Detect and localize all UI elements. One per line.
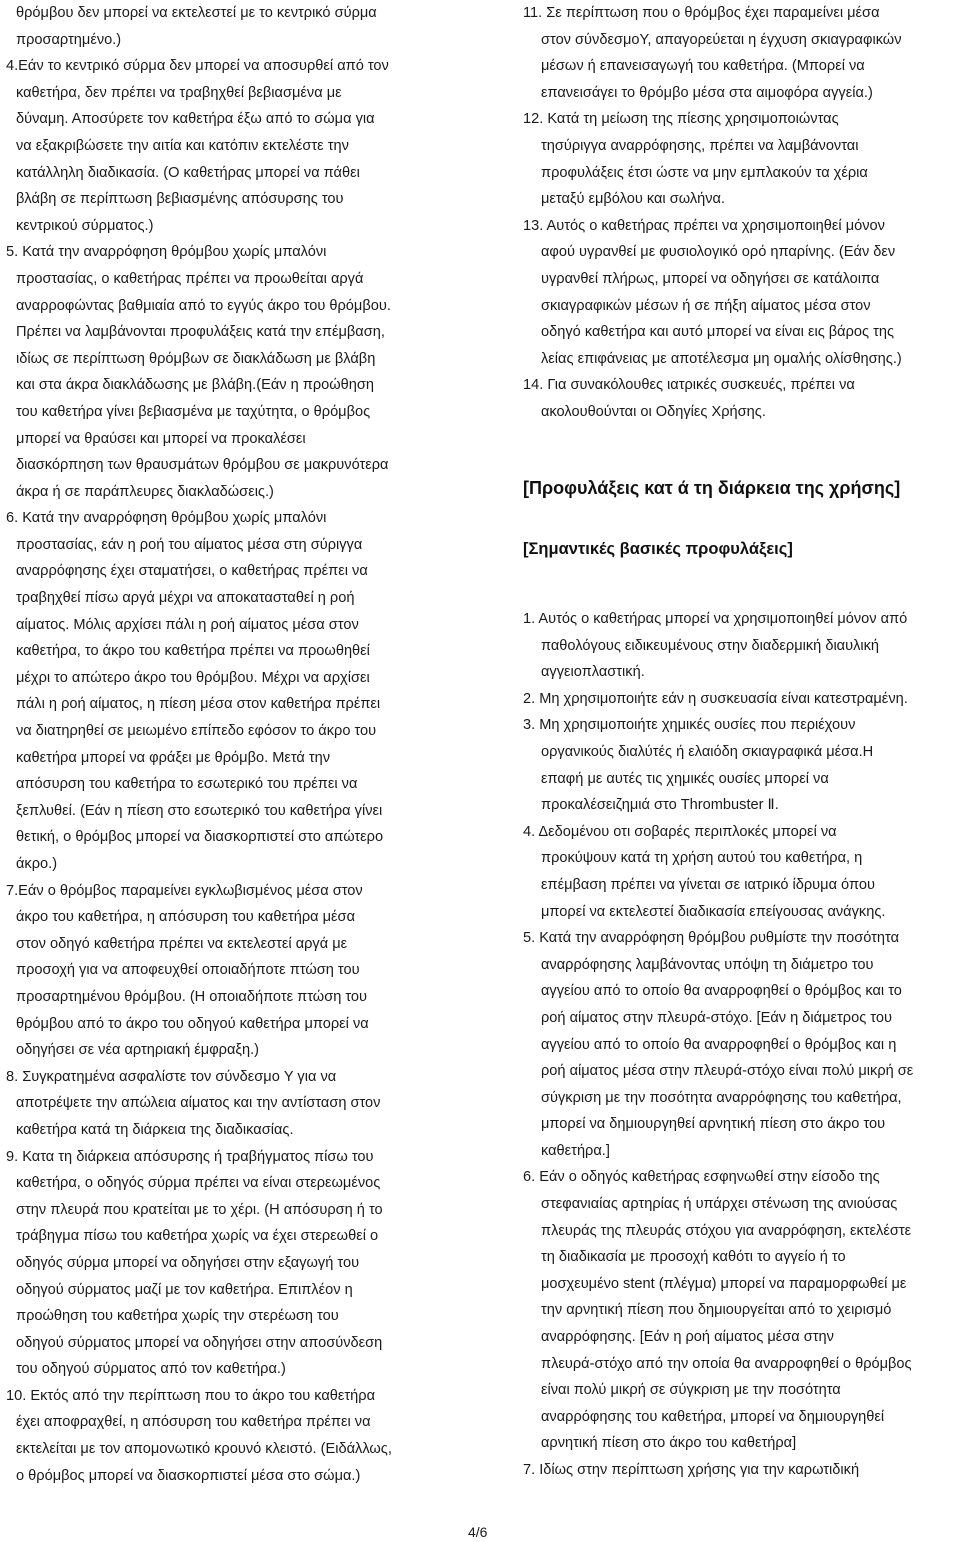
text-line: προκύψουν κατά τη χρήση αυτού του καθετήρα, η <box>541 850 863 867</box>
text-line: μέχρι το απώτερο άκρο του θρόμβου. Μέχρι να αρχίσει <box>16 669 370 686</box>
text-line: καθετήρα, ο οδηγός σύρμα πρέπει να είναι στερεωμένος <box>16 1175 381 1192</box>
text-line: αναρρόφησης. [Εάν η ροή αίματος μέσα στην <box>541 1329 834 1346</box>
text-line: οδηγός σύρμα μπορεί να οδηγήσει στην εξαγωγή του <box>16 1254 360 1271</box>
text-line: 2. Μη χρησιμοποιήτε εάν η συσκευασία είναι κατεστραμένη. <box>523 690 908 707</box>
text-line: οδηγού σύρματος μαζί με τον καθετήρα. Επιπλέον η <box>16 1281 353 1298</box>
text-line: αγγείου από το οποίο θα αναρροφηθεί ο θρόμβος και η <box>541 1036 897 1053</box>
text-line: επανεισάγει το θρόμβο μέσα στα αιμοφόρα αγγεία.) <box>541 84 873 101</box>
text-line: θρόμβου από το άκρο του οδηγού καθετήρα μπορεί να <box>16 1015 369 1032</box>
text-line: να διατηρηθεί σε μειωμένο επίπεδο εφόσον το άκρο του <box>16 723 377 740</box>
text-line: καθετήρα, το άκρο του καθετήρα πρέπει να προωθηθεί <box>16 643 370 660</box>
text-line: κατάλληλη διαδικασία. (Ο καθετήρας μπορεί να πάθει <box>16 164 360 181</box>
text-line: στην πλευρά που κρατείται με το χέρι. (Η απόσυρση ή το <box>16 1201 383 1218</box>
text-line: προώθηση του καθετήρα χωρίς την στερέωση του <box>16 1308 339 1325</box>
text-line: και στα άκρα διακλάδωσης με βλάβη.(Εάν η προώθηση <box>16 377 375 394</box>
text-line: αναρρόφησης του καθετήρα, μπορεί να δημιουργηθεί <box>541 1408 885 1425</box>
text-line: ξεπλυθεί. (Εάν η πίεση στο εσωτερικό του καθετήρα γίνει <box>16 802 383 819</box>
text-line: 1. Αυτός ο καθετήρας μπορεί να χρησιμοποιηθεί μόνον από <box>523 611 908 627</box>
text-line: δύναμη. Αποσύρετε τον καθετήρα έξω από το σώμα για <box>16 111 375 128</box>
text-line: 4. Δεδομένου οτι σοβαρές περιπλοκές μπορεί να <box>523 823 837 840</box>
text-line: αποτρέψετε την απώλεια αίματος και την αντίσταση στον <box>16 1095 381 1112</box>
text-line: αναρρόφησης λαμβάνοντας υπόψη τη διάμετρο του <box>541 956 874 973</box>
text-line: τραβηχθεί πίσω αργά μέχρι να αποκατασταθεί η ροή <box>16 590 355 607</box>
text-line: είναι πολύ μικρή σε σύγκριση με την ποσότητα <box>541 1382 841 1399</box>
text-line: αναρρόφησης έχει σταματήσει, ο καθετήρας πρέπει να <box>16 563 368 580</box>
right-column-bottom <box>523 606 955 1484</box>
text-line: πάλι η ροή αίματος, η πίεση μέσα στον καθετήρα πρέπει <box>16 696 381 713</box>
text-line: προκαλέσειζημιά στο Thrombuster Ⅱ. <box>541 797 779 814</box>
text-line: 13. Αυτός ο καθετήρας πρέπει να χρησιμοποιηθεί μόνον <box>523 217 885 234</box>
text-line: μοσχευμένο stent (πλέγμα) μπορεί να παραμορφωθεί με <box>541 1275 907 1292</box>
text-line: αρνητική πίεση στο άκρο του καθετήρα] <box>541 1435 797 1452</box>
text-line: τράβηγμα πίσω του καθετήρα χωρίς να έχει στερεωθεί ο <box>16 1228 379 1245</box>
text-line: εκτελείται με τον απομονωτικό κρουνό κλειστό. (Ειδάλλως, <box>16 1441 392 1458</box>
text-line: ακολουθούνται οι Οδηγίες Χρήσης. <box>541 403 766 420</box>
text-line: του οδηγού σύρματος από τον καθετήρα.) <box>16 1361 286 1378</box>
text-line: προσαρτημένου θρόμβου. (Η οποιαδήποτε πτώση του <box>16 988 368 1005</box>
text-line: αφού υγρανθεί με φυσιολογικό ορό ηπαρίνης. (Εάν δεν <box>541 244 896 261</box>
text-line: καθετήρα, δεν πρέπει να τραβηχθεί βεβιασμένα με <box>16 84 342 101</box>
text-line: 7. Ιδίως στην περίπτωση χρήσης για την καρωτιδική <box>523 1462 860 1478</box>
text-line: προστασίας, εάν η ροή του αίματος μέσα στη σύριγγα <box>16 536 363 553</box>
subsection-heading: [Σημαντικές βασικές προφυλάξεις] <box>523 540 793 558</box>
text-line: άκρο του καθετήρα, η απόσυρση του καθετήρα μέσα <box>16 909 356 926</box>
text-line: αγγείου από το οποίο θα αναρροφηθεί ο θρόμβος και το <box>541 983 902 1000</box>
text-line: επέμβαση πρέπει να γίνεται σε ιατρικό ίδρυμα όπου <box>541 876 875 893</box>
text-line: πλευράς της πλευράς στόχου για αναρρόφηση, εκτελέστε <box>541 1222 912 1239</box>
text-line: προσοχή για να αποφευχθεί οποιαδήποτε πτώση του <box>16 962 360 979</box>
text-line: θρόμβου δεν μπορεί να εκτελεστεί με το κεντρικό σύρμα <box>16 5 377 21</box>
text-line: Πρέπει να λαμβάνονται προφυλάξεις κατά την επέμβαση, <box>16 324 385 341</box>
text-line: απόσυρση του καθετήρα το εσωτερικό του πρέπει να <box>16 776 358 793</box>
text-line: τησύριγγα αναρρόφησης, πρέπει να λαμβάνονται <box>541 137 859 154</box>
text-line: μπορεί να εκτελεστεί διαδικασία επείγουσας ανάγκης. <box>541 903 886 920</box>
left-column <box>6 0 452 1489</box>
right-column-top <box>523 0 955 426</box>
text-line: άκρα ή σε παράπλευρες διακλαδώσεις.) <box>16 483 274 500</box>
text-line: 3. Μη χρησιμοποιήτε χημικές ουσίες που περιέχουν <box>523 717 856 734</box>
text-line: υγρανθεί πλήρως, μπορεί να οδηγήσει σε κατάλοιπα <box>541 270 880 287</box>
text-line: 5. Κατά την αναρρόφηση θρόμβου χωρίς μπαλόνι <box>6 244 327 261</box>
text-line: ιδίως σε περίπτωση θρόμβων σε διακλάδωση με βλάβη <box>16 350 376 367</box>
text-line: την αρνητική πίεση που δημιουργείται από το χειρισμό <box>541 1302 892 1319</box>
text-line: οδηγού σύρματος μπορεί να οδηγήσει στην αποσύνδεση <box>16 1334 383 1351</box>
text-line: προφυλάξεις έτσι ώστε να μην εμπλακούν τα χέρια <box>541 164 868 181</box>
text-line: σύγκριση με την ποσότητα αναρρόφησης του καθετήρα, <box>541 1089 902 1106</box>
text-line: διασκόρπηση των θραυσμάτων θρόμβου σε μακρυνότερα <box>16 457 389 474</box>
page-number: 4/6 <box>468 1524 488 1540</box>
text-line: αίματος. Μόλις αρχίσει πάλι η ροή αίματος μέσα στον <box>16 616 359 633</box>
text-line: 7.Εάν ο θρόμβος παραμείνει εγκλωβισμένος μέσα στον <box>6 882 363 899</box>
text-line: ο θρόμβος μπορεί να διασκορπιστεί μέσα στο σώμα.) <box>16 1467 361 1484</box>
section-heading: [Προφυλάξεις κατ ά τη διάρκεια της χρήσης] <box>523 478 901 498</box>
text-line: στον σύνδεσμοY, απαγορεύεται η έγχυση σκιαγραφικών <box>541 31 902 48</box>
text-line: οργανικούς διαλύτές ή ελαιόδη σκιαγραφικά μέσα.Η <box>541 743 874 760</box>
text-line: στεφανιαίας αρτηρίας ή υπάρχει στένωση της ανιούσας <box>541 1196 898 1213</box>
text-line: 11. Σε περίπτωση που ο θρόμβος έχει παραμείνει μέσα <box>523 5 880 21</box>
text-line: σκιαγραφικών μέσων ή σε πήξη αίματος μέσα στον <box>541 297 871 314</box>
text-line: προσαρτημένο.) <box>16 31 122 48</box>
text-line: μπορεί να δημιουργηθεί αρνητική πίεση στο άκρο του <box>541 1116 886 1133</box>
text-line: κεντρικού σύρματος.) <box>16 217 154 234</box>
text-line: καθετήρα μπορεί να φράξει με θρόμβο. Μετά την <box>16 749 331 766</box>
text-line: βλάβη σε περίπτωση βεβιασμένης απόσυρσης του <box>16 191 344 208</box>
text-line: παθολόγους ειδικευμένους στην διαδερμική διαυλική <box>541 637 880 654</box>
text-line: 10. Εκτός από την περίπτωση που το άκρο του καθετήρα <box>6 1387 376 1404</box>
text-line: άκρο.) <box>16 856 58 872</box>
text-line: οδηγό καθετήρα και αυτό μπορεί να είναι εις βάρος της <box>541 324 895 341</box>
text-line: μέσων ή επανεισαγωγή του καθετήρα. (Μπορεί να <box>541 58 865 75</box>
text-line: πλευρά-στόχο από την οποία θα αναρροφηθεί ο θρόμβος <box>541 1355 912 1372</box>
text-line: οδηγήσει σε νέα αρτηριακή έμφραξη.) <box>16 1042 259 1059</box>
text-line: 5. Κατά την αναρρόφηση θρόμβου ρυθμίστε την ποσότητα <box>523 930 900 947</box>
text-line: λείας επιφάνειας με αποτέλεσμα μη ομαλής ολίσθησης.) <box>541 350 902 367</box>
text-line: στον οδηγό καθετήρα πρέπει να εκτελεστεί αργά με <box>16 935 348 952</box>
text-line: 6. Κατά την αναρρόφηση θρόμβου χωρίς μπαλόνι <box>6 510 327 527</box>
text-line: αγγειοπλαστική. <box>541 664 645 681</box>
text-line: ροή αίματος στην πλευρά-στόχο. [Εάν η διάμετρος του <box>541 1009 892 1026</box>
text-line: ροή αίματος μέσα στην πλευρά-στόχο είναι πολύ μικρή σε <box>541 1063 914 1080</box>
text-line: να εξακριβώσετε την αιτία και κατόπιν εκτελέστε την <box>16 137 349 154</box>
text-line: επαφή με αυτές τις χημικές ουσίες μπορεί να <box>541 770 829 787</box>
text-line: 14. Για συνακόλουθες ιατρικές συσκευές, πρέπει να <box>523 377 855 394</box>
text-line: καθετήρα.] <box>541 1142 610 1159</box>
text-line: τη διαδικασία με προσοχή καθότι το αγγείο ή το <box>541 1249 846 1266</box>
text-line: μεταξύ εμβόλου και σωλήνα. <box>541 191 726 208</box>
text-line: έχει αποφραχθεί, η απόσυρση του καθετήρα πρέπει να <box>16 1414 371 1431</box>
text-line: αναρροφώντας βαθμιαία από το εγγύς άκρο του θρόμβου. <box>16 297 391 314</box>
text-line: 4.Εάν το κεντρικό σύρμα δεν μπορεί να αποσυρθεί από τον <box>6 58 389 75</box>
text-line: του καθετήρα γίνει βεβιασμένα με ταχύτητα, ο θρόμβος <box>16 403 371 420</box>
text-line: 8. Συγκρατημένα ασφαλίστε τον σύνδεσμο Y για να <box>6 1068 337 1085</box>
text-line: 12. Κατά τη μείωση της πίεσης χρησιμοποιώντας <box>523 111 839 128</box>
text-line: θετική, ο θρόμβος μπορεί να διασκορπιστεί στο απώτερο <box>16 829 384 846</box>
text-line: καθετήρα κατά τη διάρκεια της διαδικασίας. <box>16 1121 294 1138</box>
text-line: 6. Εάν ο οδηγός καθετήρας εσφηνωθεί στην είσοδο της <box>523 1169 880 1186</box>
text-line: προστασίας, ο καθετήρας πρέπει να προωθείται αργά <box>16 270 364 287</box>
text-line: μπορεί να θραύσει και μπορεί να προκαλέσει <box>16 430 306 447</box>
text-line: 9. Κατα τη διάρκεια απόσυρσης ή τραβήγματος πίσω του <box>6 1148 374 1165</box>
